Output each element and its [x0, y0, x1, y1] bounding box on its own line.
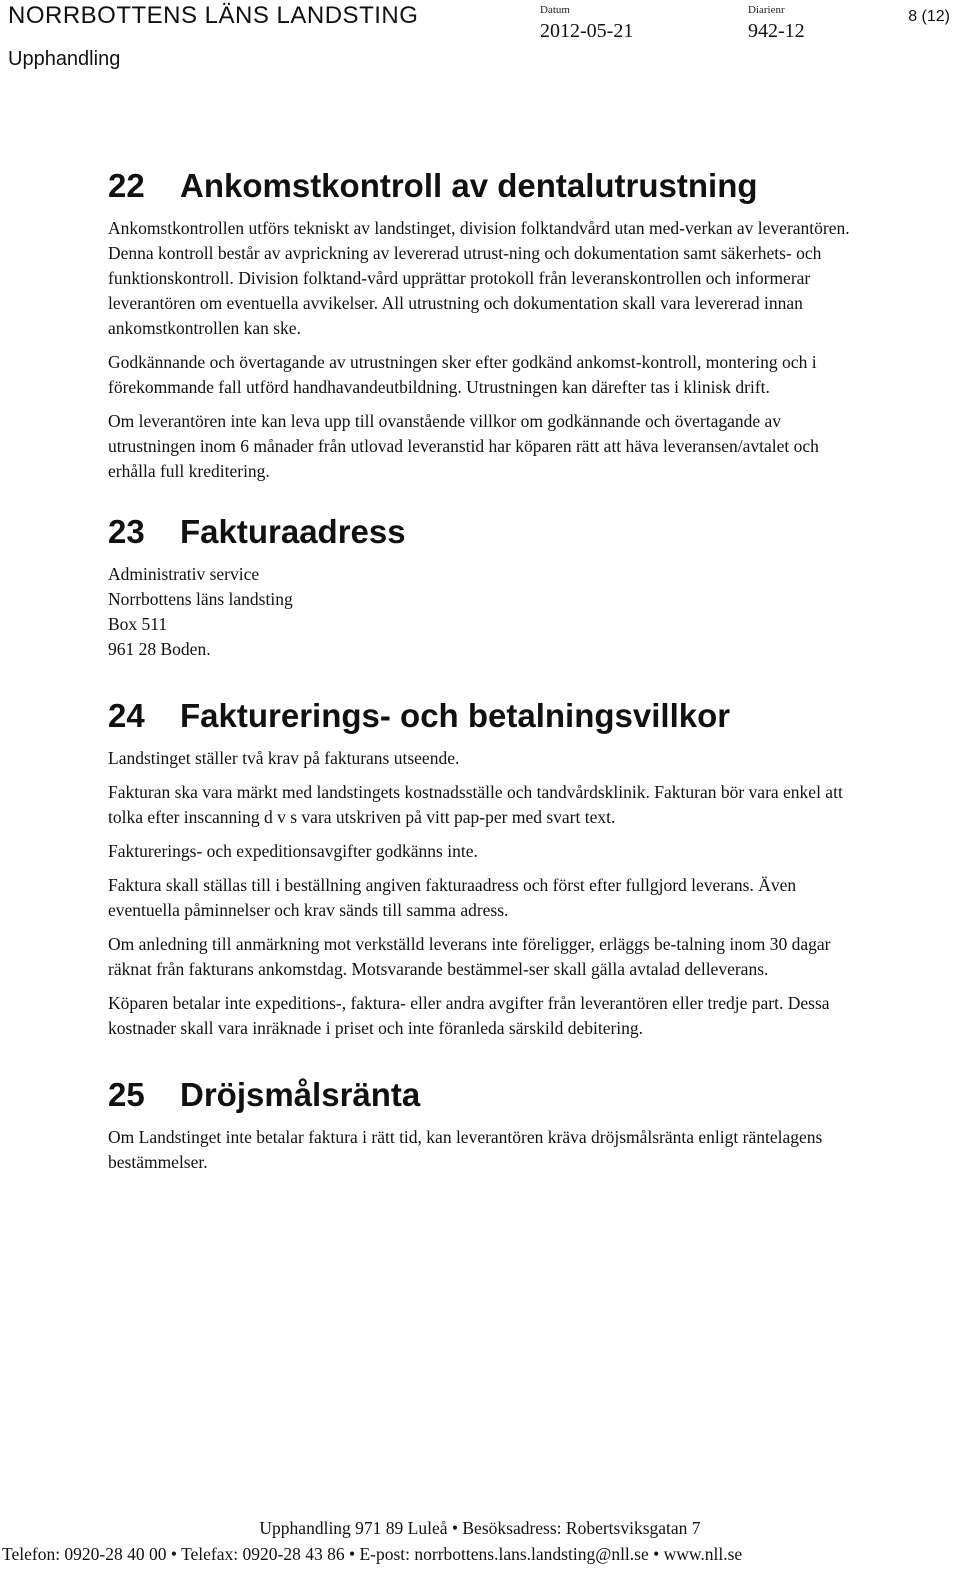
address-line: Norrbottens läns landsting: [108, 589, 293, 609]
section-24: [108, 696, 858, 1041]
organization-name: NORRBOTTENS LÄNS LANDSTING: [8, 2, 419, 29]
address-line: Administrativ service: [108, 564, 260, 584]
date-label: Datum: [540, 4, 570, 16]
section-title: Fakturerings- och betalningsvillkor: [180, 697, 731, 734]
section-number: 23: [108, 513, 145, 550]
section-23: [108, 512, 858, 662]
date-value: 2012-05-21: [540, 20, 634, 42]
section-title: Dröjsmålsränta: [180, 1076, 421, 1113]
section-25: [108, 1075, 858, 1175]
section-heading: [108, 1075, 858, 1115]
diarie-block: [748, 4, 805, 43]
section-title: Fakturaadress: [180, 513, 406, 550]
diarie-value: 942-12: [748, 20, 805, 42]
section-heading: [108, 512, 858, 552]
paragraph: Fakturan ska vara märkt med landstingets kostnadsställe och tandvårdsklinik. Fakturan bör vara enkel att tolka efter inscanning d v s vara utskriven på vitt pap-per med svart text.: [108, 782, 843, 827]
page-number: 8 (12): [908, 8, 950, 25]
section-number: 25: [108, 1076, 145, 1113]
paragraph: Landstinget ställer två krav på fakturans utseende.: [108, 748, 460, 768]
address-line: 961 28 Boden.: [108, 639, 211, 659]
section-title: Ankomstkontroll av dentalutrustning: [180, 167, 758, 204]
diarie-label: Diarienr: [748, 4, 785, 16]
section-number: 24: [108, 697, 145, 734]
section-number: 22: [108, 167, 145, 204]
paragraph: Ankomstkontrollen utförs tekniskt av landstinget, division folktandvård utan med-verkan av leverantören. Denna kontroll består av avprickning av levererad utrust-ning och dokumentation samt säkerhets- och funktionskontroll. Division folktand-vård upprättar protokoll från leveranskontrollen och informerar leverantören om eventuella avvikelser. All utrustning och dokumentation skall vara levererad innan ankomstkontrollen kan ske.: [108, 218, 850, 338]
paragraph: Om anledning till anmärkning mot verkställd leverans inte föreligger, erläggs be-talning inom 30 dagar räknat från fakturans ankomstdag. Motsvarande bestämmel-ser skall gälla avtalad delleverans.: [108, 934, 831, 979]
paragraph: Fakturerings- och expeditionsavgifter godkänns inte.: [108, 841, 478, 861]
document-body: [108, 166, 858, 1175]
section-heading: [108, 166, 858, 206]
paragraph: Köparen betalar inte expeditions-, faktura- eller andra avgifter från leverantören eller tredje part. Dessa kostnader skall vara inräknade i priset och inte föranleda särskild debitering.: [108, 993, 830, 1038]
date-block: [540, 4, 633, 43]
paragraph: Faktura skall ställas till i beställning angiven fakturaadress och först efter fullgjord leverans. Även eventuella påminnelser och krav sänds till samma adress.: [108, 875, 797, 920]
address-line: Box 511: [108, 614, 168, 634]
footer-address: Upphandling 971 89 Luleå • Besöksadress: Robertsviksgatan 7: [259, 1518, 701, 1538]
paragraph: Godkännande och övertagande av utrustningen sker efter godkänd ankomst-kontroll, montering och i förekommande fall utförd handhavandeutbildning. Utrustningen kan därefter tas i klinisk drift.: [108, 352, 817, 397]
footer-contact: Telefon: 0920-28 40 00 • Telefax: 0920-28 43 86 • E-post: norrbottens.lans.landsting@nll.se • www.nll.se: [2, 1544, 743, 1564]
paragraph: Om leverantören inte kan leva upp till ovanstående villkor om godkännande och övertagande av utrustningen inom 6 månader från utlovad leveranstid har köparen rätt att häva leveransen/avtalet och erhålla full kreditering.: [108, 411, 819, 481]
section-heading: [108, 696, 858, 736]
department-name: Upphandling: [8, 48, 121, 70]
paragraph: Om Landstinget inte betalar faktura i rätt tid, kan leverantören kräva dröjsmålsränta enligt räntelagens bestämmelser.: [108, 1127, 823, 1172]
section-22: [108, 166, 858, 484]
